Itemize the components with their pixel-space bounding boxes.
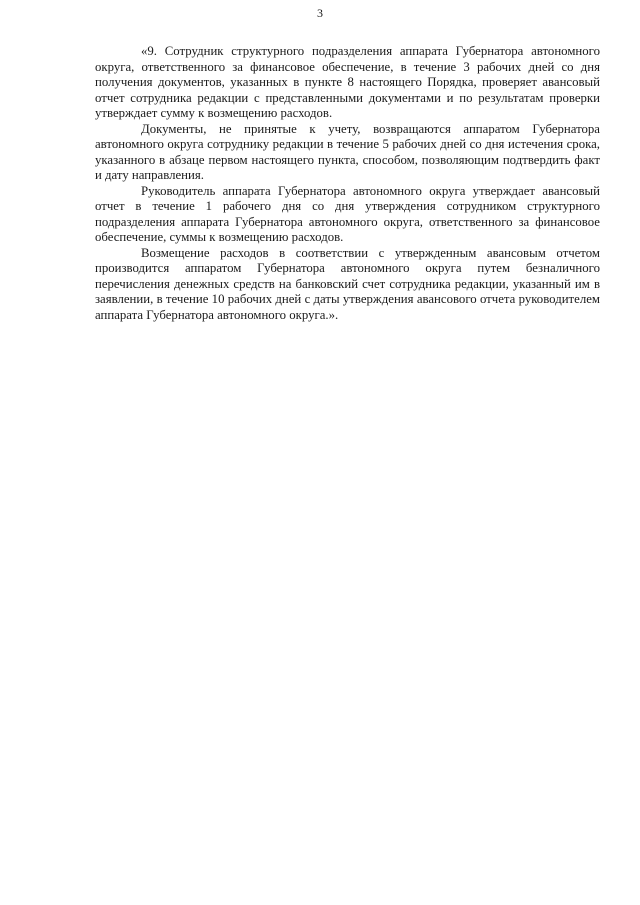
document-body xyxy=(95,44,600,323)
paragraph-clause-9: «9. Сотрудник структурного подразделения аппарата Губернатора автономного округа, ответственного за финансовое обеспечение, в течение 3 рабочих дней со дня получения документов, указанных в пункте 8 настоящего Порядка, проверяет авансовый отчет сотрудника редакции с представленными документами и по результатам проверки утверждает сумму к возмещению расходов. xyxy=(95,44,600,120)
paragraph-reimbursement: Возмещение расходов в соответствии с утвержденным авансовым отчетом производится аппаратом Губернатора автономного округа путем безналичного перечисления денежных средств на банковский счет сотрудника редакции, указанный им в заявлении, в течение 10 рабочих дней с даты утверждения авансового отчета руководителем аппарата Губернатора автономного округа.». xyxy=(95,245,600,322)
paragraph-returned-documents: Документы, не принятые к учету, возвращаются аппаратом Губернатора автономного округа сотруднику редакции в течение 5 рабочих дней со дня истечения срока, указанного в абзаце первом настоящего пункта, способом, позволяющим подтвердить факт и дату направления. xyxy=(95,121,600,182)
paragraph-report-approval: Руководитель аппарата Губернатора автономного округа утверждает авансовый отчет в течение 1 рабочего дня со дня утверждения сотрудником структурного подразделения аппарата Губернатора автономного округа, ответственного за финансовое обеспечение, суммы к возмещению расходов. xyxy=(95,183,600,244)
page-number: 3 xyxy=(317,6,323,20)
